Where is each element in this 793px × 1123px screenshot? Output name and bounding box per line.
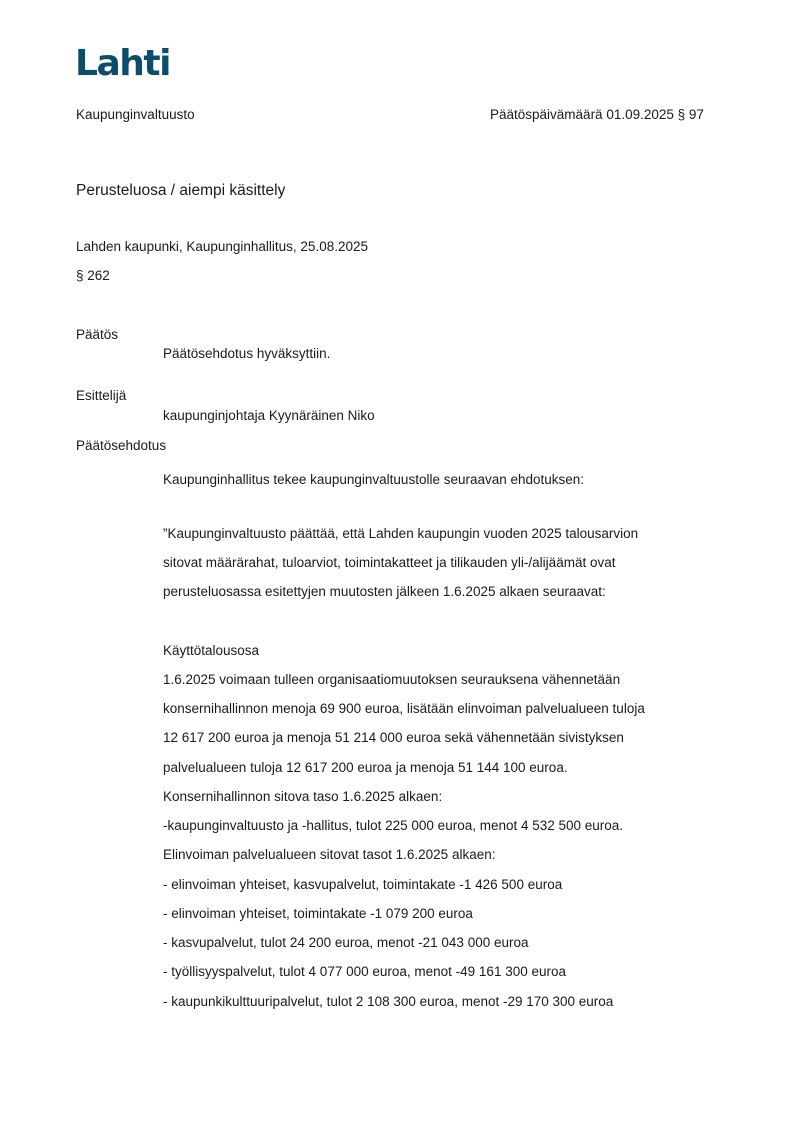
proposal-line: ”Kaupunginvaltuusto päättää, että Lahden kaupungin vuoden 2025 talousarvion	[163, 526, 639, 541]
previous-meeting: Lahden kaupunki, Kaupunginhallitus, 25.08.2025	[76, 239, 368, 254]
proposal-list-item: - elinvoiman yhteiset, toimintakate -1 079 200 euroa	[163, 906, 473, 921]
subsection-heading: Käyttötalousosa	[163, 643, 260, 658]
proposal-list-item: - elinvoiman yhteiset, kasvupalvelut, toimintakate -1 426 500 euroa	[163, 877, 563, 892]
header-decision-date: Päätöspäivämäärä 01.09.2025 § 97	[490, 107, 704, 122]
proposal-line: sitovat määrärahat, tuloarviot, toimintakatteet ja tilikauden yli-/alijäämät ovat	[163, 555, 616, 570]
header-body-name: Kaupunginvaltuusto	[76, 107, 195, 122]
presenter-label: Esittelijä	[76, 388, 127, 403]
proposal-line: palvelualueen tuloja 12 617 200 euroa ja menoja 51 144 100 euroa.	[163, 760, 568, 775]
previous-paragraph: § 262	[76, 268, 110, 283]
proposal-line: Elinvoiman palvelualueen sitovat tasot 1.6.2025 alkaen:	[163, 847, 496, 862]
proposal-line: 12 617 200 euroa ja menoja 51 214 000 euroa sekä vähennetään sivistyksen	[163, 730, 624, 745]
proposal-label: Päätösehdotus	[76, 438, 167, 453]
proposal-line: 1.6.2025 voimaan tulleen organisaatiomuutoksen seurauksena vähennetään	[163, 672, 621, 687]
proposal-line: perusteluosassa esitettyjen muutosten jälkeen 1.6.2025 alkaen seuraavat:	[163, 584, 606, 599]
decision-text: Päätösehdotus hyväksyttiin.	[163, 346, 331, 361]
proposal-list-item: - kaupunkikulttuuripalvelut, tulot 2 108 300 euroa, menot -29 170 300 euroa	[163, 994, 614, 1009]
proposal-line: -kaupunginvaltuusto ja -hallitus, tulot 225 000 euroa, menot 4 532 500 euroa.	[163, 818, 624, 833]
proposal-list-item: - kasvupalvelut, tulot 24 200 euroa, menot -21 043 000 euroa	[163, 935, 529, 950]
decision-label: Päätös	[76, 327, 119, 342]
proposal-line: Konsernihallinnon sitova taso 1.6.2025 alkaen:	[163, 789, 443, 804]
section-title: Perusteluosa / aiempi käsittely	[76, 182, 286, 199]
proposal-line: konsernihallinnon menoja 69 900 euroa, lisätään elinvoiman palvelualueen tuloja	[163, 701, 645, 716]
proposal-line: Kaupunginhallitus tekee kaupunginvaltuustolle seuraavan ehdotuksen:	[163, 472, 585, 487]
lahti-logo: Lahti	[75, 43, 170, 84]
proposal-list-item: - työllisyyspalvelut, tulot 4 077 000 euroa, menot -49 161 300 euroa	[163, 964, 567, 979]
presenter-text: kaupunginjohtaja Kyynäräinen Niko	[163, 408, 375, 423]
